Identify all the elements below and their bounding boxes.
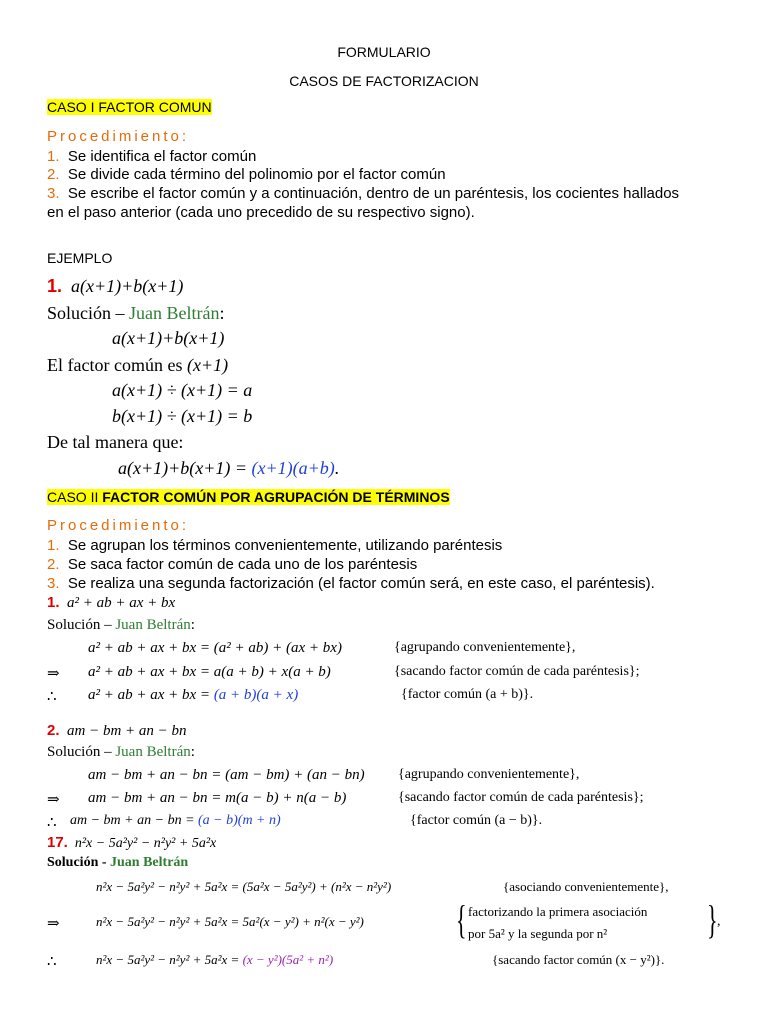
caso2-ex1-row-1-eq: a² + ab + ax + bx = (a² + ab) + (ax + bx): [88, 640, 342, 656]
caso1-example-1: [47, 276, 183, 297]
step-text: Se saca factor común de cada uno de los paréntesis: [67, 556, 418, 573]
caso1-procedure-label: Procedimiento:: [47, 128, 190, 145]
example-number: 2.: [47, 722, 60, 739]
step-number: 3.: [47, 185, 60, 202]
caso2-ex1-row-3-eq: [88, 687, 298, 704]
page-subtitle: CASOS DE FACTORIZACION: [289, 73, 479, 89]
caso1-final-result: [118, 458, 339, 479]
caso2-ex17-row-1-note: {asociando convenientemente},: [503, 879, 669, 894]
caso2-ex1-row-2-eq: a² + ab + ax + bx = a(a + b) + x(a + b): [88, 664, 331, 680]
caso2-ex17-row-3-eq: [96, 952, 333, 968]
caso2-heading-prefix: CASO II: [47, 489, 103, 505]
factor-expression: (x+1): [186, 355, 229, 375]
caso2-ex1-row-3-note: {factor común (a + b)}.: [401, 687, 534, 702]
therefore-symbol: ∴: [47, 815, 57, 831]
step-number: 2.: [47, 166, 60, 183]
brace-note-comma: ,: [717, 914, 721, 929]
final-lhs: a(x+1)+b(x+1) =: [118, 458, 252, 478]
caso2-ex2-row-3-eq: [70, 813, 281, 829]
author-name: Juan Beltrán: [115, 744, 191, 760]
equation-lhs: a² + ab + ax + bx =: [88, 687, 214, 703]
author-name: Juan Beltrán: [115, 617, 191, 633]
right-brace-glyph: }: [707, 897, 718, 942]
example-expression: am − bm + an − bn: [67, 723, 187, 739]
caso1-step-1: [47, 148, 256, 165]
implies-symbol: ⇒: [47, 792, 60, 808]
caso2-step-1: [47, 537, 502, 554]
caso1-solution-label: [47, 303, 225, 324]
caso2-ex2-row-2-eq: am − bm + an − bn = m(a − b) + n(a − b): [88, 790, 347, 806]
caso2-example-1: [47, 594, 175, 612]
caso1-line-1: a(x+1)+b(x+1): [112, 328, 225, 348]
implies-symbol: ⇒: [47, 666, 60, 682]
caso1-factor-line: [47, 355, 228, 376]
step-number: 2.: [47, 556, 60, 573]
solution-text: Solución –: [47, 744, 116, 760]
example-expression: a(x+1)+b(x+1): [71, 276, 184, 296]
caso1-division-1: a(x+1) ÷ (x+1) = a: [112, 380, 253, 400]
caso2-example-2: [47, 722, 187, 740]
equation-lhs: n²x − 5a²y² − n²y² + 5a²x =: [96, 952, 243, 967]
caso1-step-3-continuation: en el paso anterior (cada uno precedido de su respectivo signo).: [47, 204, 475, 221]
caso2-example-17: [47, 834, 216, 852]
example-number: 17.: [47, 834, 68, 851]
author-name: Juan Beltrán: [129, 303, 220, 323]
caso2-ex2-row-2-note: {sacando factor común de cada paréntesis};: [398, 790, 644, 805]
caso1-conclusion: De tal manera que:: [47, 432, 184, 452]
caso2-heading-title: FACTOR COMÚN POR AGRUPACIÓN DE TÉRMINOS: [102, 489, 450, 505]
final-period: .: [334, 458, 340, 478]
solution-colon: :: [219, 303, 225, 323]
caso2-step-2: [47, 556, 417, 573]
equation-lhs: am − bm + an − bn =: [70, 813, 199, 828]
example-number: 1.: [47, 276, 63, 296]
caso2-ex2-row-1-note: {agrupando convenientemente},: [398, 767, 580, 782]
solution-colon: :: [190, 617, 195, 633]
equation-result: (x − y²)(5a² + n²): [242, 952, 334, 967]
caso2-heading: [47, 489, 450, 505]
caso1-heading: CASO I FACTOR COMUN: [47, 99, 212, 115]
solution-colon: :: [190, 744, 195, 760]
therefore-symbol: ∴: [47, 954, 57, 970]
equation-result: (a + b)(a + x): [213, 687, 299, 703]
caso2-ex17-row-2-eq: n²x − 5a²y² − n²y² + 5a²x = 5a²(x − y²) + n²(x − y²): [96, 914, 364, 929]
example-expression: a² + ab + ax + bx: [67, 595, 176, 611]
step-text: Se divide cada término del polinomio por el factor común: [67, 166, 446, 183]
final-rhs: (x+1)(a+b): [251, 458, 335, 478]
left-brace-glyph: {: [456, 897, 467, 942]
caso2-procedure-label: Procedimiento:: [47, 517, 190, 534]
example-number: 1.: [47, 594, 60, 611]
step-text: Se escribe el factor común y a continuación, dentro de un paréntesis, los cocientes hallados: [67, 185, 680, 202]
therefore-symbol: ∴: [47, 689, 57, 705]
solution-text: Solución –: [47, 303, 130, 323]
step-text: Se agrupan los términos convenientemente, utilizando paréntesis: [67, 537, 503, 554]
brace-note-line-1: factorizando la primera asociación: [468, 904, 648, 919]
caso2-ex17-solution-label: [47, 855, 188, 871]
step-number: 3.: [47, 575, 60, 592]
caso2-ex2-row-3-note: {factor común (a − b)}.: [410, 813, 543, 828]
caso2-ex2-row-1-eq: am − bm + an − bn = (am − bm) + (an − bn): [88, 767, 365, 783]
solution-text: Solución -: [47, 855, 111, 870]
example-expression: n²x − 5a²y² − n²y² + 5a²x: [74, 836, 217, 851]
solution-text: Solución –: [47, 617, 116, 633]
caso2-step-3: [47, 575, 655, 592]
implies-symbol: ⇒: [47, 916, 60, 932]
caso2-ex2-solution-label: [47, 744, 195, 761]
caso2-ex1-row-1-note: {agrupando convenientemente},: [394, 640, 576, 655]
caso2-ex1-solution-label: [47, 617, 195, 634]
caso1-step-2: [47, 166, 446, 183]
brace-note-line-2: por 5a² y la segunda por n²: [468, 926, 608, 941]
factor-text: El factor común es: [47, 355, 187, 375]
equation-result: (a − b)(m + n): [198, 813, 281, 828]
ejemplo-label: EJEMPLO: [47, 250, 113, 266]
step-number: 1.: [47, 148, 60, 165]
step-text: Se identifica el factor común: [67, 148, 257, 165]
caso2-ex1-row-2-note: {sacando factor común de cada paréntesis};: [394, 664, 640, 679]
caso1-division-2: b(x+1) ÷ (x+1) = b: [112, 406, 253, 426]
page-title: FORMULARIO: [337, 44, 431, 60]
step-number: 1.: [47, 537, 60, 554]
step-text: Se realiza una segunda factorización (el factor común será, en este caso, el paréntesis).: [67, 575, 655, 592]
caso2-ex17-row-3-note: {sacando factor común (x − y²)}.: [492, 952, 665, 967]
caso1-step-3: [47, 185, 679, 202]
caso2-ex17-row-1-eq: n²x − 5a²y² − n²y² + 5a²x = (5a²x − 5a²y²) + (n²x − n²y²): [96, 879, 392, 894]
author-name: Juan Beltrán: [110, 855, 189, 870]
